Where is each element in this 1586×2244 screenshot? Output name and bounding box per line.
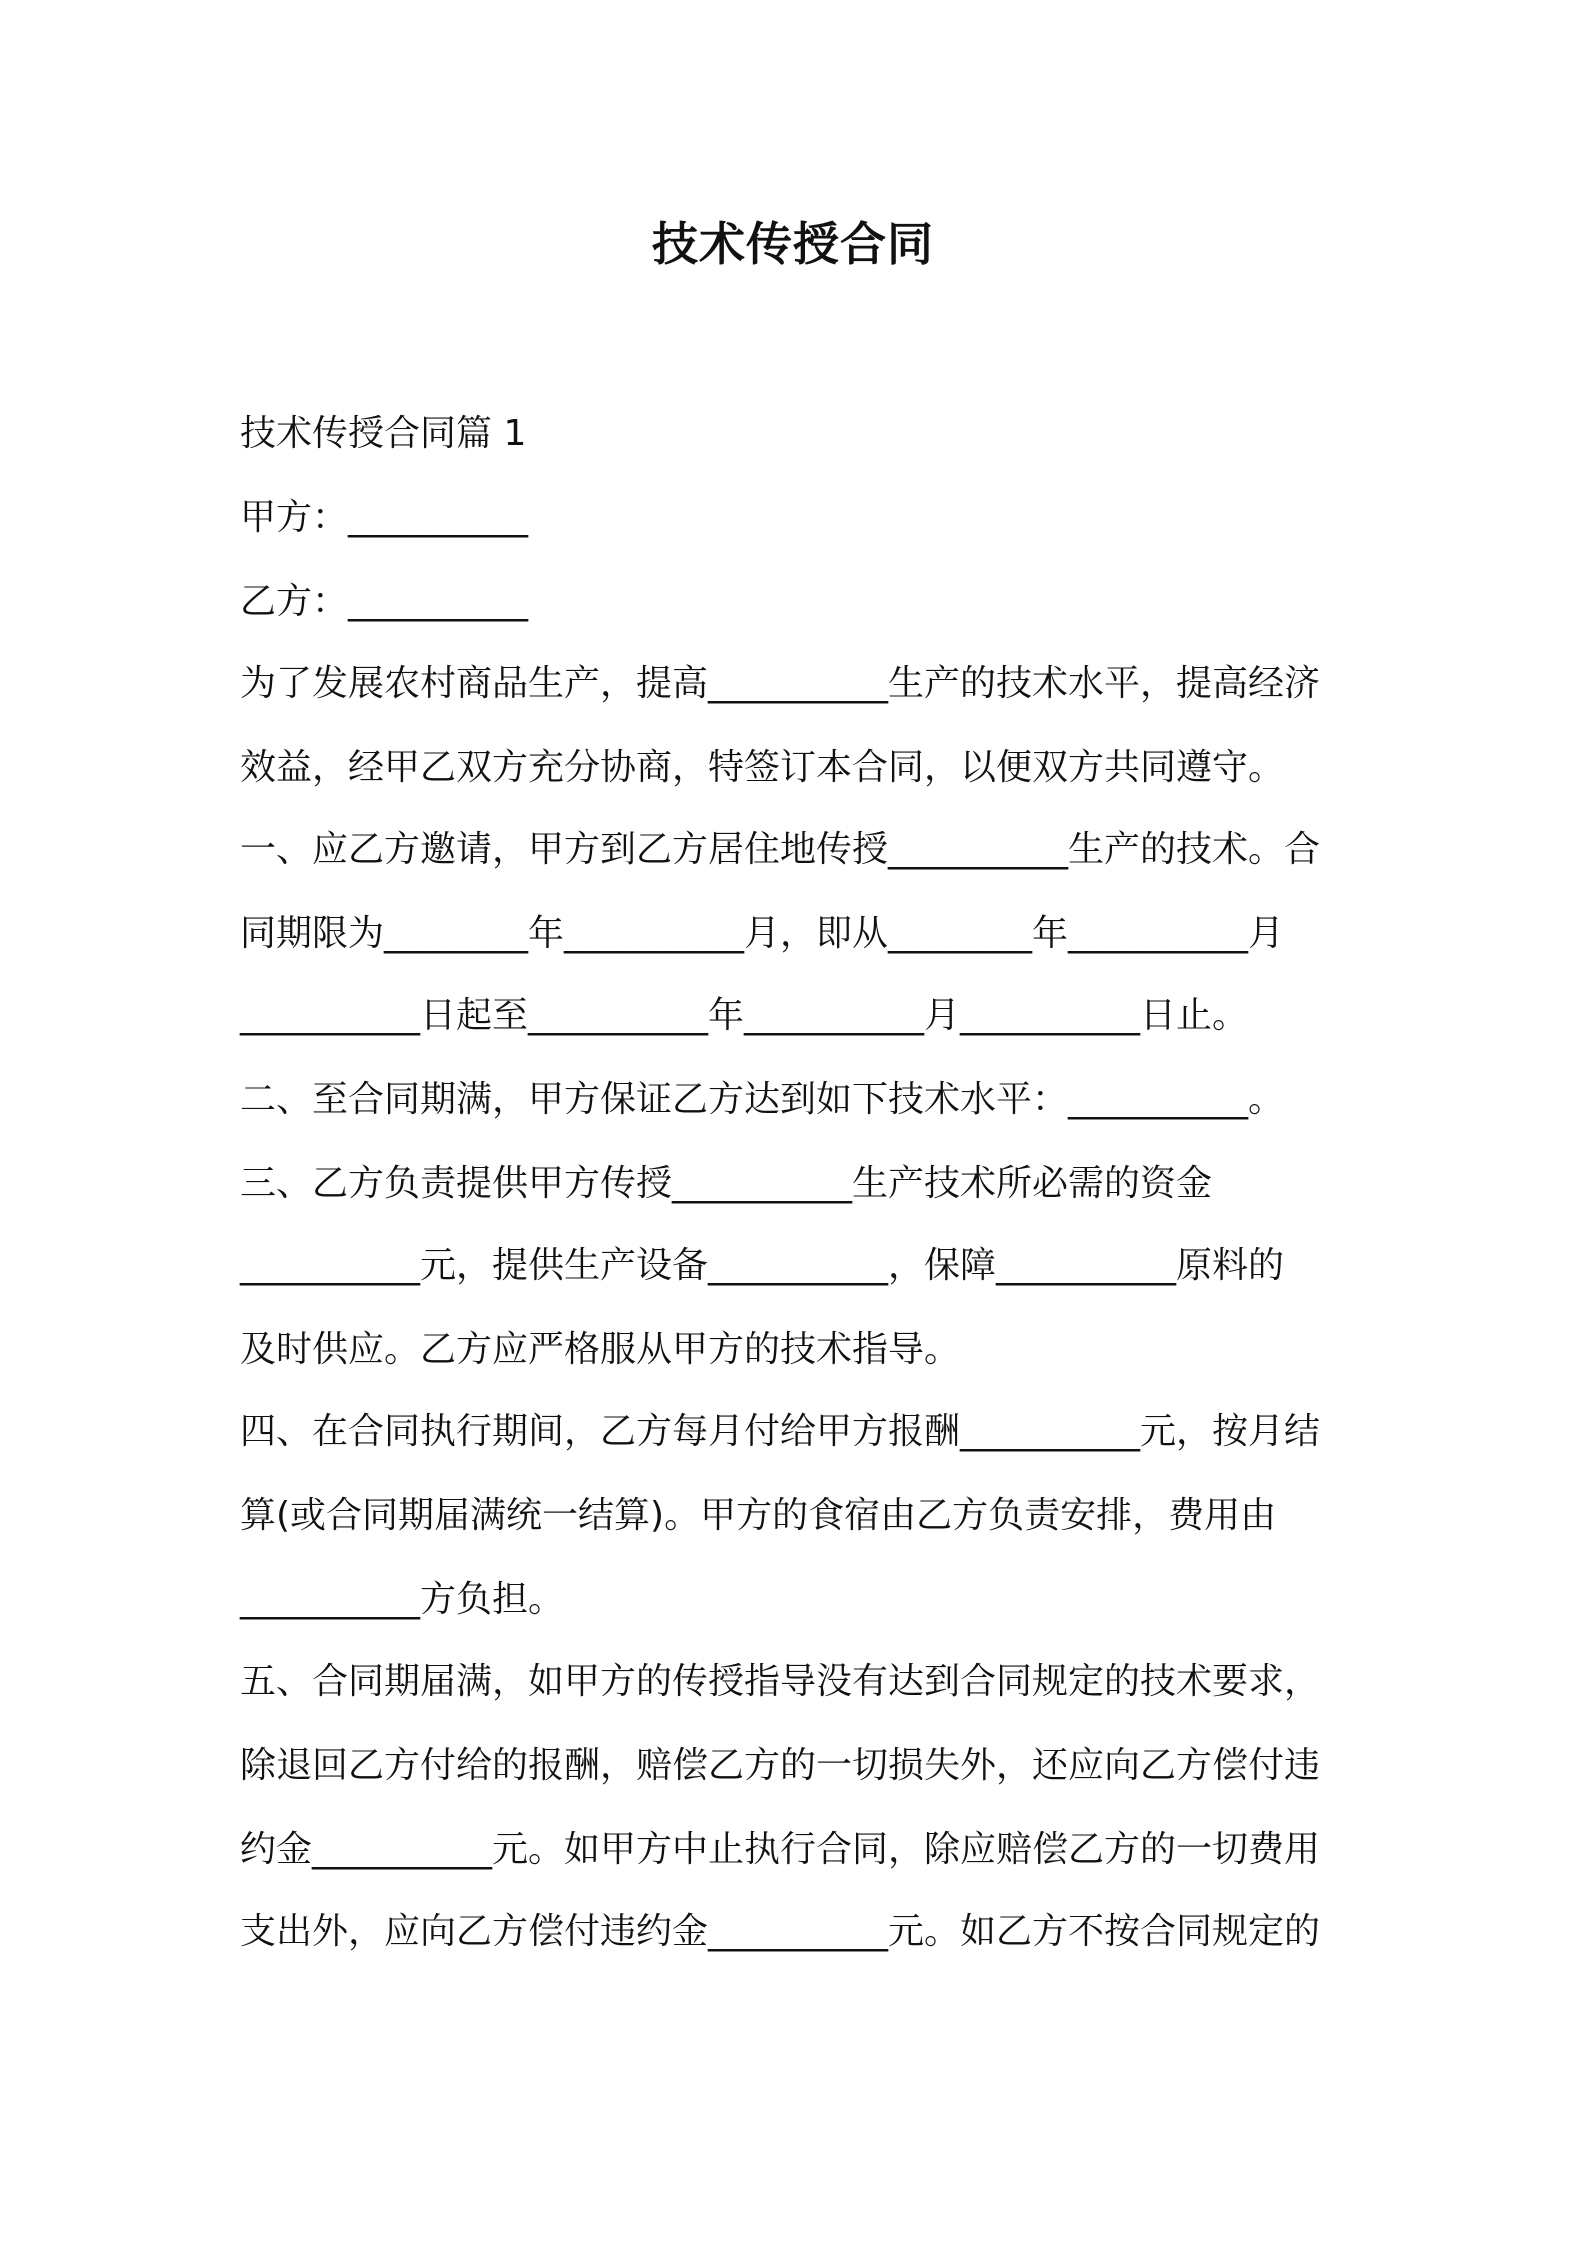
- clause-4-line: 算(或合同期届满统一结算)。甲方的食宿由乙方负责安排，费用由: [240, 1495, 1277, 1536]
- clause-3-line: __________元，提供生产设备__________，保障__________原料的: [240, 1245, 1285, 1286]
- clause-4-line: __________方负担。: [240, 1579, 565, 1620]
- party-b-line: 乙方：__________: [240, 581, 529, 622]
- clause-3-line: 三、乙方负责提供甲方传授__________生产技术所必需的资金: [240, 1163, 1213, 1204]
- clause-3-line: 及时供应。乙方应严格服从甲方的技术指导。: [240, 1329, 961, 1370]
- clause-2-line: 二、至合同期满，甲方保证乙方达到如下技术水平：__________。: [240, 1079, 1285, 1120]
- clause-1-line: 一、应乙方邀请，甲方到乙方居住地传授__________生产的技术。合: [240, 829, 1321, 870]
- clause-1-line: __________日起至__________年__________月__________日止。: [240, 995, 1249, 1036]
- document-title: 技术传授合同: [652, 217, 934, 271]
- clause-5-line: 除退回乙方付给的报酬，赔偿乙方的一切损失外，还应向乙方偿付违: [240, 1745, 1321, 1786]
- section-heading: 技术传授合同篇 1: [240, 413, 527, 454]
- party-a-line: 甲方：__________: [240, 497, 529, 538]
- clause-5-line: 支出外，应向乙方偿付违约金__________元。如乙方不按合同规定的: [240, 1911, 1321, 1952]
- clause-5-line: 约金__________元。如甲方中止执行合同，除应赔偿乙方的一切费用: [240, 1829, 1321, 1870]
- clause-1-line: 同期限为________年__________月，即从________年__________月: [240, 913, 1285, 954]
- paragraph-line: 为了发展农村商品生产，提高__________生产的技术水平，提高经济: [240, 663, 1321, 704]
- clause-4-line: 四、在合同执行期间，乙方每月付给甲方报酬__________元，按月结: [240, 1411, 1321, 1452]
- paragraph-line: 效益，经甲乙双方充分协商，特签订本合同，以便双方共同遵守。: [240, 747, 1285, 788]
- clause-5-line: 五、合同期届满，如甲方的传授指导没有达到合同规定的技术要求，: [240, 1661, 1321, 1702]
